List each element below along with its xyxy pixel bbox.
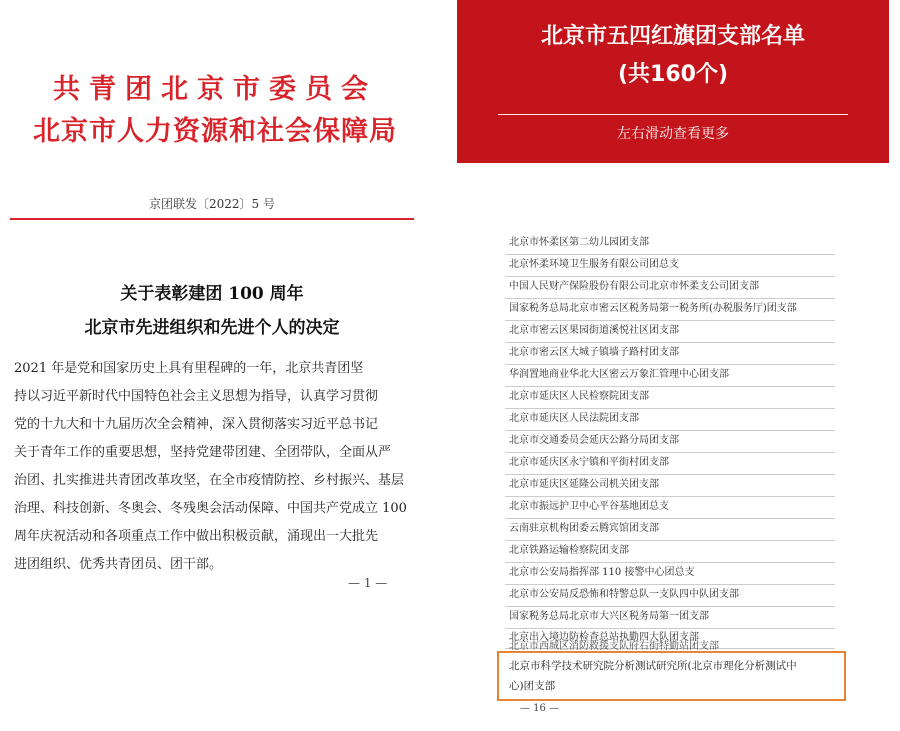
row-divider bbox=[505, 628, 835, 629]
highlighted-entry bbox=[497, 651, 846, 701]
body-text-line: 周年庆祝活动和各项重点工作中做出积极贡献，涌现出一大批先 bbox=[14, 529, 379, 544]
list-item: 国家税务总局北京市密云区税务局第一税务所(办税服务厅)团支部 bbox=[509, 303, 797, 314]
row-divider bbox=[505, 254, 835, 255]
list-item: 云南驻京机构团委云腾宾馆团支部 bbox=[509, 523, 659, 534]
body-text-line: 党的十九大和十九届历次全会精神，深入贯彻落实习近平总书记 bbox=[14, 417, 379, 432]
highlighted-entry-line2: 心)团支部 bbox=[509, 680, 556, 692]
list-item: 北京出入境边防检查总站执勤四大队团支部 bbox=[509, 632, 699, 643]
row-divider bbox=[505, 452, 835, 453]
list-item: 中国人民财产保险股份有限公司北京市怀柔支公司团支部 bbox=[509, 281, 759, 292]
list-item: 北京市密云区大城子镇墙子路村团支部 bbox=[509, 347, 679, 358]
list-item: 北京市公安局指挥部 110 接警中心团总支 bbox=[509, 567, 695, 578]
body-text-line: 持以习近平新时代中国特色社会主义思想为指导，认真学习贯彻 bbox=[14, 389, 379, 404]
row-divider bbox=[505, 364, 835, 365]
body-text-line: 治理、科技创新、冬奥会、冬残奥会活动保障、中国共产党成立 100 bbox=[14, 501, 407, 516]
list-item: 北京市怀柔区第二幼儿园团支部 bbox=[509, 237, 649, 248]
banner-count: (共160个) bbox=[617, 62, 729, 87]
banner-divider bbox=[498, 114, 848, 115]
list-item: 北京市公安局反恐怖和特警总队一支队四中队团支部 bbox=[509, 589, 739, 600]
list-item: 华润置地商业华北大区密云万象汇管理中心团支部 bbox=[509, 369, 729, 380]
list-item: 北京怀柔环境卫生服务有限公司团总支 bbox=[509, 259, 679, 270]
list-item: 北京市西城区消防救援支队府右街特勤站团支部 bbox=[509, 641, 719, 652]
list-item: 北京市交通委员会延庆公路分局团支部 bbox=[509, 435, 679, 446]
row-divider bbox=[505, 276, 835, 277]
list-page-number: — 16 — bbox=[520, 703, 560, 714]
row-divider bbox=[505, 408, 835, 409]
body-text-line: 关于青年工作的重要思想，坚持党建带团建、全团带队，全面从严 bbox=[14, 445, 392, 460]
row-divider bbox=[505, 320, 835, 321]
issuer-header-line1: 共青团北京市委员会 bbox=[53, 74, 377, 105]
row-divider bbox=[505, 584, 835, 585]
red-divider bbox=[10, 218, 414, 220]
document-number: 京团联发〔2022〕5 号 bbox=[149, 197, 275, 211]
swipe-hint: 左右滑动查看更多 bbox=[617, 126, 729, 142]
row-divider bbox=[505, 540, 835, 541]
document-title-line2: 北京市先进组织和先进个人的决定 bbox=[84, 318, 340, 338]
row-divider bbox=[505, 496, 835, 497]
body-text-line: 2021 年是党和国家历史上具有里程碑的一年，北京共青团坚 bbox=[14, 361, 364, 376]
document-title-line1: 关于表彰建团 100 周年 bbox=[120, 284, 304, 304]
list-banner bbox=[457, 0, 889, 163]
row-divider bbox=[505, 430, 835, 431]
body-text-line: 进团组织、优秀共青团员、团干部。 bbox=[14, 557, 223, 572]
list-item: 北京市振远护卫中心平谷基地团总支 bbox=[509, 501, 669, 512]
list-item: 北京市延庆区人民法院团支部 bbox=[509, 413, 639, 424]
list-item: 北京市延庆区人民检察院团支部 bbox=[509, 391, 649, 402]
list-item: 北京市延庆区延隆公司机关团支部 bbox=[509, 479, 659, 490]
row-divider bbox=[505, 474, 835, 475]
row-divider bbox=[505, 298, 835, 299]
row-divider bbox=[505, 342, 835, 343]
list-item: 北京市延庆区永宁镇和平街村团支部 bbox=[509, 457, 669, 468]
row-divider bbox=[505, 386, 835, 387]
list-item: 国家税务总局北京市大兴区税务局第一团支部 bbox=[509, 611, 709, 622]
highlighted-entry-line1: 北京市科学技术研究院分析测试研究所(北京市理化分析测试中 bbox=[509, 660, 797, 672]
row-divider bbox=[505, 562, 835, 563]
list-item: 北京市密云区果园街道溪悦社区团支部 bbox=[509, 325, 679, 336]
row-divider bbox=[505, 518, 835, 519]
body-text-line: 治团、扎实推进共青团改革攻坚，在全市疫情防控、乡村振兴、基层 bbox=[14, 473, 405, 488]
left-document-page bbox=[0, 0, 440, 731]
issuer-header-line2: 北京市人力资源和社会保障局 bbox=[33, 116, 397, 147]
row-divider bbox=[505, 606, 835, 607]
banner-title: 北京市五四红旗团支部名单 bbox=[540, 24, 805, 49]
list-item: 北京铁路运输检察院团支部 bbox=[509, 545, 629, 556]
page-number: — 1 — bbox=[348, 576, 388, 590]
